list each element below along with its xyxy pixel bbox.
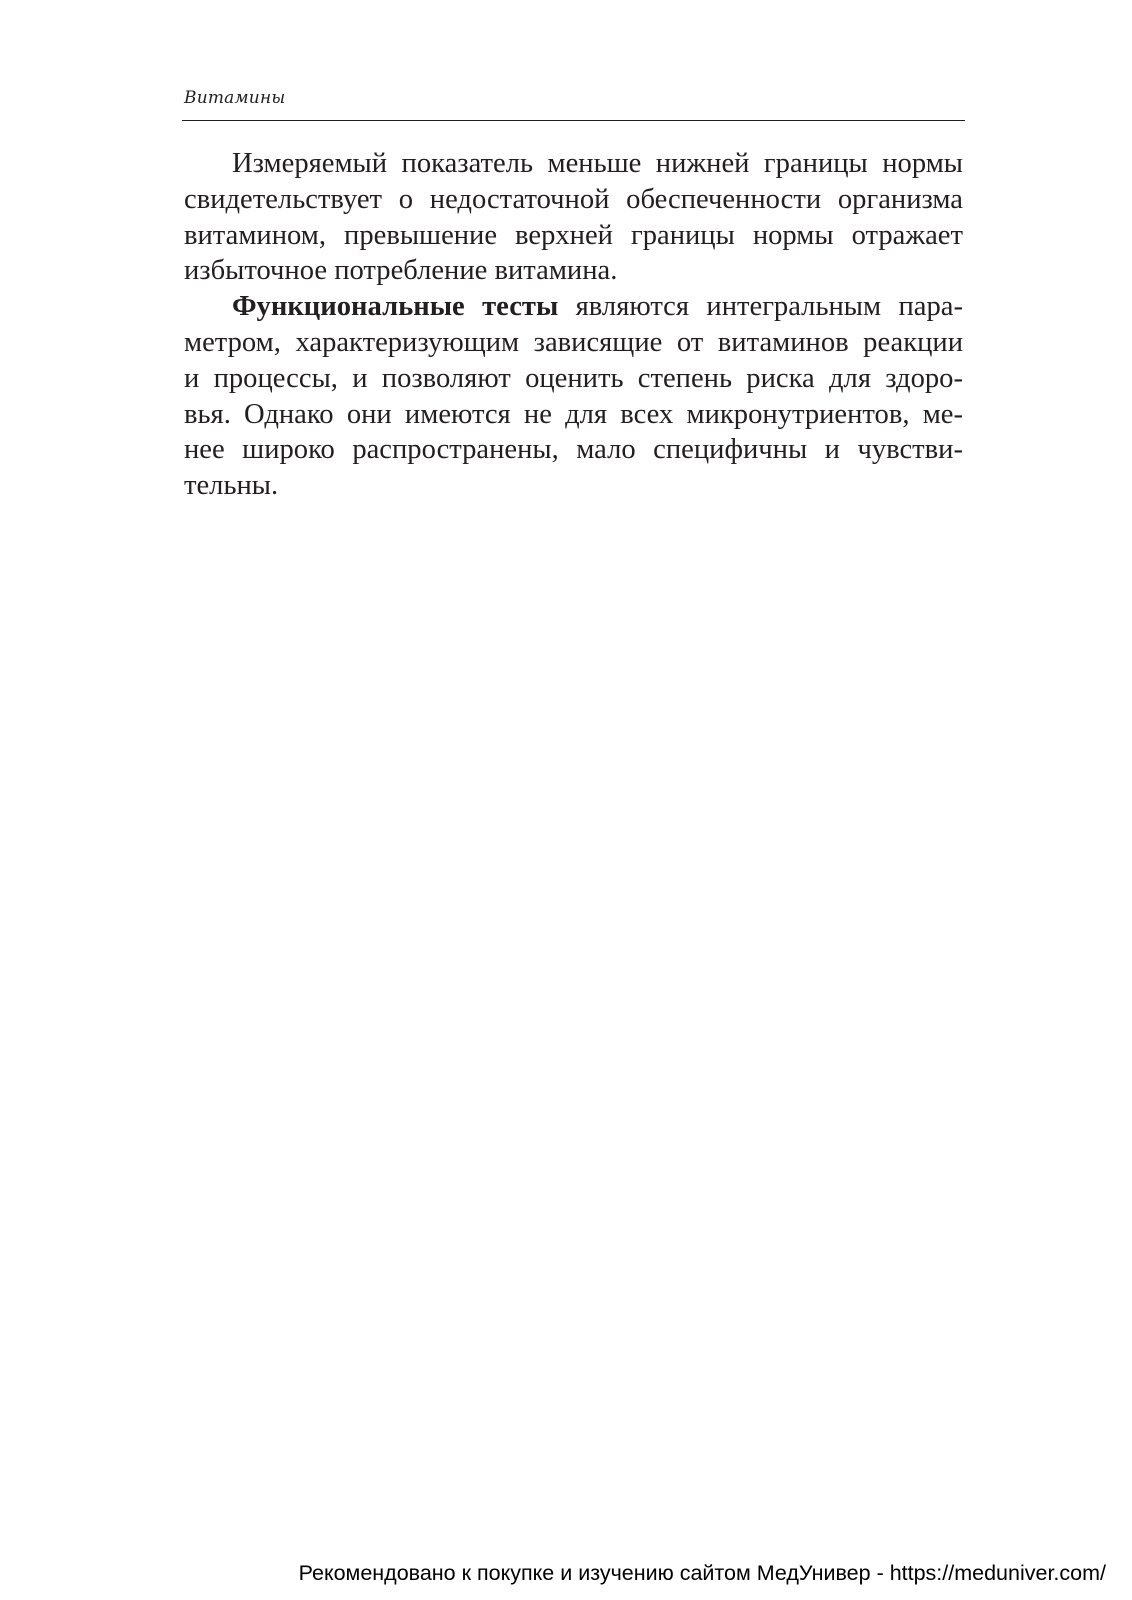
paragraph-line: метром, характеризующим зависящие от витаминов реакции [184,326,963,358]
paragraph-line: тельны. [184,470,279,502]
paragraph-line: Измеряемый показатель меньше нижней границы нормы [232,148,963,179]
paragraph-1 [184,146,963,289]
body-text [184,146,963,504]
footer-recommendation: Рекомендовано к покупке и изучению сайтом МедУнивер - https://meduniver.com/ [298,1561,1106,1585]
paragraph-2 [184,289,963,504]
paragraph-line-rest: являются интегральным пара- [575,291,963,323]
paragraph-line: избыточное потребление витамина. [184,255,618,287]
header-rule [182,120,965,121]
bold-term: Функциональные тесты [232,291,559,323]
paragraph-line: и процессы, и позволяют оценить степень риска для здоро- [184,362,963,394]
paragraph-line: нее широко распространены, мало специфичны и чувстви- [184,434,963,466]
running-head-title: Витамины [184,88,286,108]
paragraph-line: витамином, превышение верхней границы нормы отражает [184,219,963,251]
paragraph-line: вья. Однако они имеются не для всех микронутриентов, ме- [184,398,963,430]
paragraph-line [184,289,963,325]
paragraph-line: свидетельствует о недостаточной обеспеченности организма [184,183,963,215]
